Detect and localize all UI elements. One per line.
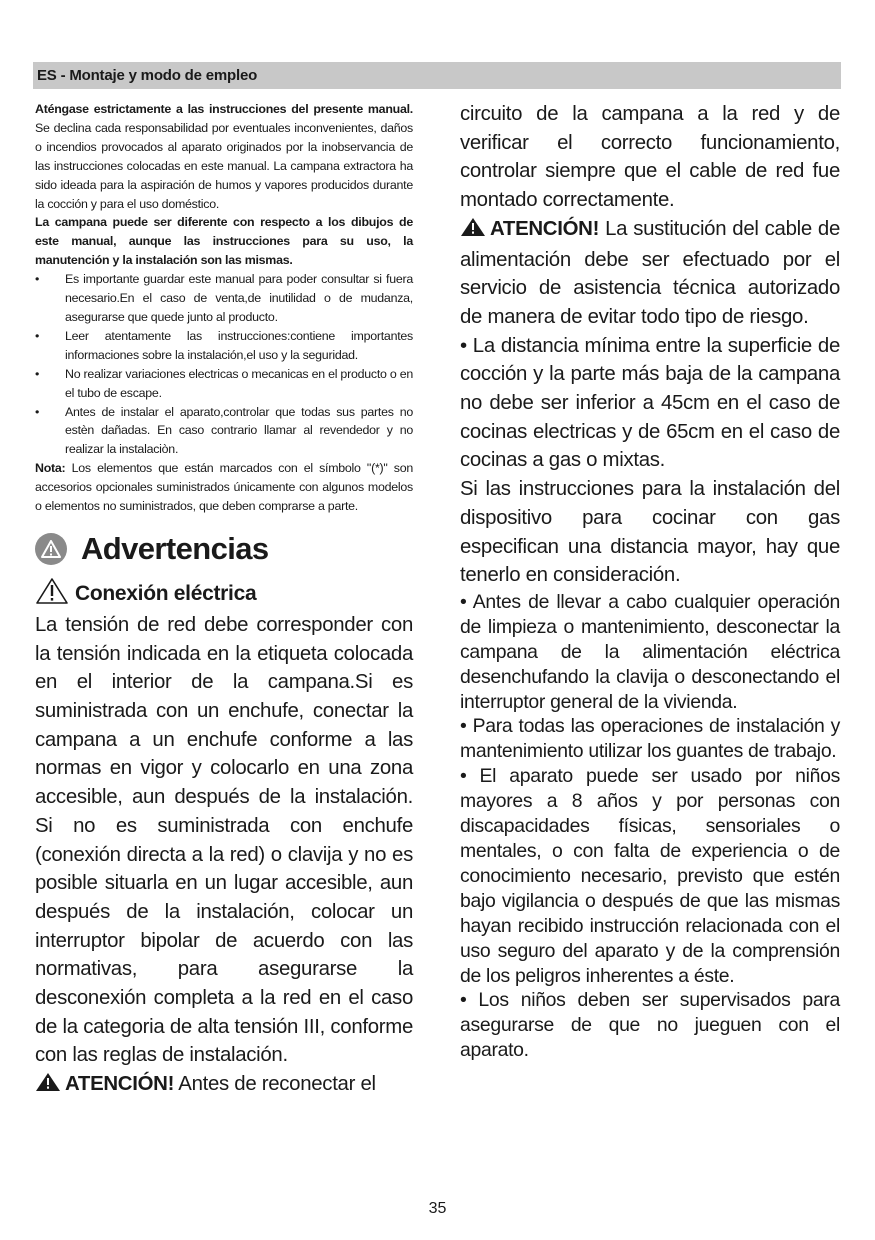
attention-label: ATENCIÓN! (490, 217, 600, 240)
intro-block (35, 100, 413, 516)
attention-label: ATENCIÓN! (65, 1073, 175, 1096)
intro-bold: Aténgase estrictamente a las instrucciones del presente manual. (35, 102, 413, 116)
electrical-paragraph: La tensión de red debe corresponder con la tensión indicada en la etiqueta colocada en el interior de la campana.Si es suministrada con un enchufe, conectar la campana a un enchufe conforme a las normas en vigor y colocarlo en una zona accesible, aun después de la instalación. Si no es suministrada con enchufe (conexión directa a la red) o clavija y no es posible situarla en un lugar accesible, aun después de la instalación, colocar un interruptor bipolar de acuerdo con las normativas, para asegurarse la desconexión completa a la red en el caso de la categoria de alta tensión III, conforme con las reglas de instalación. (35, 613, 413, 1067)
attention-text: Antes de reconectar el (174, 1073, 376, 1096)
note-paragraph (35, 459, 413, 516)
warning-triangle-icon (35, 577, 69, 610)
bullet-icon: • (35, 404, 40, 419)
note-label: Nota: (35, 461, 66, 476)
electrical-text-block (35, 611, 413, 1101)
intro-paragraph (35, 100, 413, 213)
electrical-title: Conexión eléctrica (75, 581, 257, 605)
intro-bullet-list (35, 270, 413, 459)
list-item (35, 270, 413, 327)
list-item (35, 365, 413, 403)
bullet-icon: • (35, 366, 40, 381)
left-column (35, 100, 413, 1101)
warnings-heading (35, 525, 413, 573)
bullet-icon: • (35, 272, 40, 287)
section-header: ES - Montaje y modo de empleo (33, 62, 841, 89)
list-item (35, 403, 413, 460)
list-item (35, 327, 413, 365)
intro-text: Se declina cada responsabilidad por eventuales inconvenientes, daños o incendios provocados al aparato originados por la inobservancia de las instrucciones colocadas en este manual. La campana extractora ha sido ideada para la aspiración de humos y vapores producidos durante la cocción y para el uso doméstico. (35, 120, 413, 211)
right-big-block (460, 100, 840, 590)
page-number: 35 (428, 1200, 447, 1217)
gas-paragraph: Si las instrucciones para la instalación del dispositivo para cocinar con gas especifican una distancia mayor, hay que tenerlo en consideración. (460, 478, 840, 587)
gloves-paragraph: • Para todas las operaciones de instalación y mantenimiento utilizar los guantes de trabajo. (460, 715, 840, 763)
warning-circle-icon (35, 533, 67, 565)
electrical-heading (35, 577, 413, 611)
attention-paragraph (35, 1070, 413, 1101)
attention-triangle-icon (460, 217, 486, 246)
intro-notice: La campana puede ser diferente con respecto a los dibujos de este manual, aunque las instrucciones para su uso, la manutención y la instalación son las mismas. (35, 215, 413, 268)
right-mid-block (460, 590, 840, 1063)
attention-triangle-icon (35, 1072, 61, 1101)
continued-paragraph: circuito de la campana a la red y de verificar el correcto funcionamiento, controlar siempre que el cable de red fue montado correctamente. (460, 103, 840, 212)
list-item-text: Es importante guardar este manual para poder consultar si fuera necesario.En el caso de venta,de inutilidad o de mudanza, asegurarse que quede junto al producto. (65, 272, 413, 324)
list-item-text: Antes de instalar el aparato,controlar que todas sus partes no estèn dañadas. En caso contrario llamar al revendedor y no realizar la instalaciòn. (65, 404, 413, 457)
children-play-paragraph: • Los niños deben ser supervisados para asegurarse de que no jueguen con el aparato. (460, 989, 840, 1062)
list-item-text: Leer atentamente las instrucciones:contiene importantes informaciones sobre la instalación,el uso y la seguridad. (65, 328, 413, 362)
list-item-text: No realizar variaciones electricas o mecanicas en el producto o en el tubo de escape. (65, 366, 413, 400)
note-text: Los elementos que están marcados con el símbolo "(*)" son accesorios opcionales suministrados únicamente con algunos modelos o elementos no suministrados, que deben comprarse a parte. (35, 461, 413, 514)
attention-text-2: La sustitución del cable de alimentación debe ser efectuado por el servicio de asistencia técnica autorizado de manera de evitar todo tipo de riesgo. (460, 217, 840, 328)
distance-paragraph: • La distancia mínima entre la superficie de cocción y la parte más baja de la campana no debe ser inferior a 45cm en el caso de cocinas electricas y de 65cm en el caso de cocinas a gas o mixtas. (460, 334, 840, 472)
right-column (460, 100, 840, 1063)
cleaning-paragraph: • Antes de llevar a cabo cualquier operación de limpieza o mantenimiento, desconectar la campana de la alimentación eléctrica desenchufando la clavija o desconectando el interruptor general de la vivienda. (460, 590, 840, 713)
attention-paragraph-2 (460, 215, 840, 332)
warnings-title: Advertencias (81, 530, 269, 566)
bullet-icon: • (35, 328, 40, 343)
children-use-paragraph: • El aparato puede ser usado por niños mayores a 8 años y por personas con discapacidades físicas, sensoriales o mentales, o con falta de experiencia o de conocimiento necesario, previsto que estén bajo vigilancia o después de que las mismas hayan recibido instrucción relacionada con el uso seguro del aparato y de la comprensión de los peligros inherentes a éste. (460, 765, 840, 987)
